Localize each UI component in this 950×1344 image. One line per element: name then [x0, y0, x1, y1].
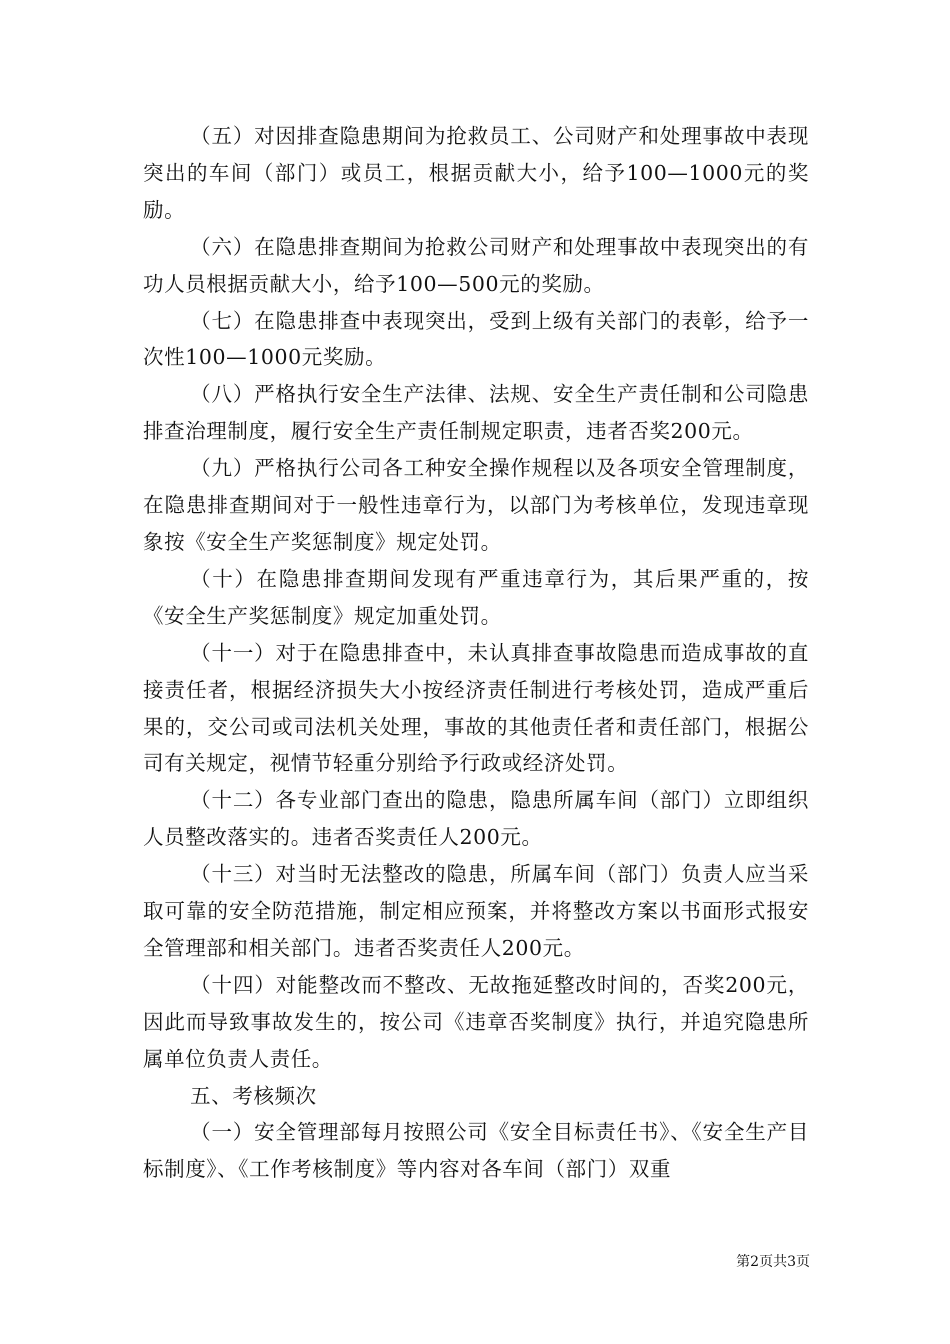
- paragraph-12: （十二）各专业部门查出的隐患，隐患所属车间（部门）立即组织人员整改落实的。违者否奖责任人200元。: [143, 788, 809, 850]
- paragraph-13: （十三）对当时无法整改的隐患，所属车间（部门）负责人应当采取可靠的安全防范措施，制定相应预案，并将整改方案以书面形式报安全管理部和相关部门。违者否奖责任人200元。: [143, 862, 809, 960]
- document-body: [143, 118, 809, 1188]
- paragraph-assessment-1: （一）安全管理部每月按照公司《安全目标责任书》、《安全生产目标制度》、《工作考核制度》等内容对各车间（部门）双重: [143, 1120, 809, 1182]
- paragraph-14: （十四）对能整改而不整改、无故拖延整改时间的，否奖200元，因此而导致事故发生的，按公司《违章否奖制度》执行，并追究隐患所属单位负责人责任。: [143, 972, 809, 1071]
- paragraph-6: （六）在隐患排查期间为抢救公司财产和处理事故中表现突出的有功人员根据贡献大小，给予100—500元的奖励。: [143, 234, 809, 296]
- page-number-footer: 第2页共3页: [736, 1254, 810, 1270]
- paragraph-5: （五）对因排查隐患期间为抢救员工、公司财产和处理事故中表现突出的车间（部门）或员工，根据贡献大小，给予100—1000元的奖励。: [143, 124, 809, 222]
- paragraph-10: （十）在隐患排查期间发现有严重违章行为，其后果严重的，按《安全生产奖惩制度》规定加重处罚。: [143, 566, 809, 628]
- paragraph-8: （八）严格执行安全生产法律、法规、安全生产责任制和公司隐患排查治理制度，履行安全生产责任制规定职责，违者否奖200元。: [143, 382, 809, 444]
- section-heading-assessment-frequency: 五、考核频次: [190, 1083, 317, 1108]
- paragraph-9: （九）严格执行公司各工种安全操作规程以及各项安全管理制度，在隐患排查期间对于一般性违章行为，以部门为考核单位，发现违章现象按《安全生产奖惩制度》规定处罚。: [143, 456, 809, 554]
- paragraph-11: （十一）对于在隐患排查中，未认真排查事故隐患而造成事故的直接责任者，根据经济损失大小按经济责任制进行考核处罚，造成严重后果的，交公司或司法机关处理，事故的其他责任者和责任部门，根据公司有关规定，视情节轻重分别给予行政或经济处罚。: [143, 640, 809, 776]
- paragraph-7: （七）在隐患排查中表现突出，受到上级有关部门的表彰，给予一次性100—1000元奖励。: [143, 308, 809, 370]
